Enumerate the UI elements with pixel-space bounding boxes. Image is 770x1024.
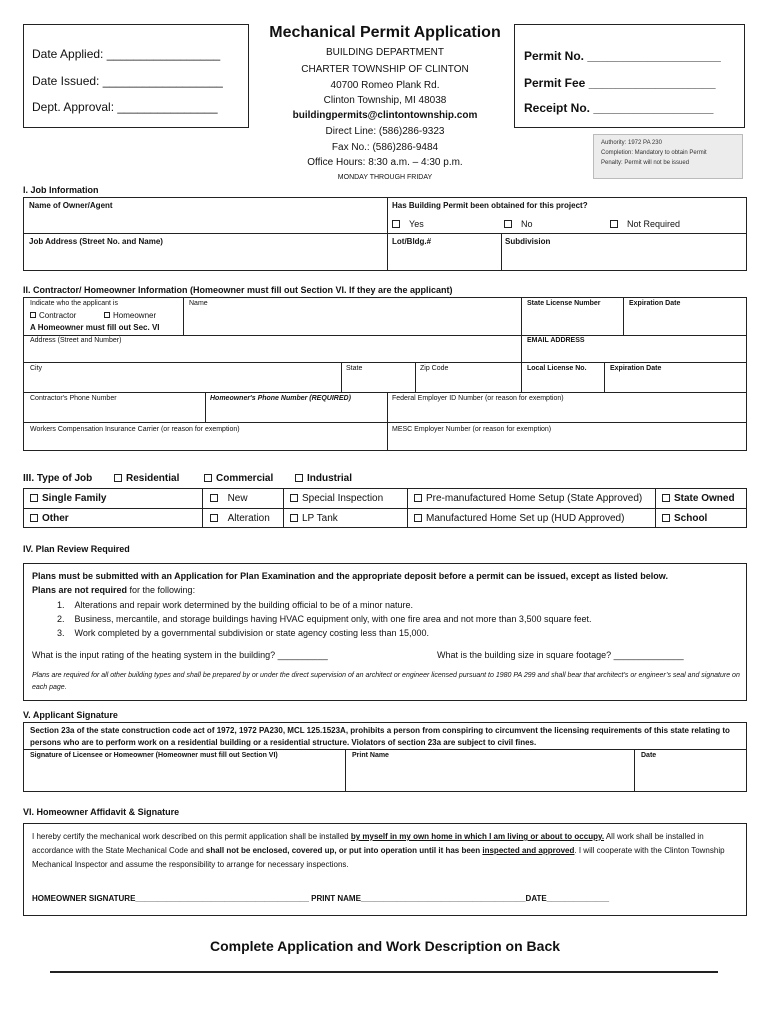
residential-option[interactable]: Residential — [114, 473, 179, 484]
permit-fee-field[interactable]: Permit Fee ___________________ — [524, 76, 716, 90]
city-address: Clinton Township, MI 48038 — [323, 95, 447, 106]
premanufactured-option[interactable]: Pre-manufactured Home Setup (State Approved) — [414, 493, 642, 504]
state-owned-option[interactable]: State Owned — [662, 493, 735, 504]
job-info-table — [23, 197, 747, 271]
direct-line: Direct Line: (586)286-9323 — [325, 126, 445, 137]
special-inspection-option[interactable]: Special Inspection — [290, 493, 383, 504]
email-label: EMAIL ADDRESS — [527, 337, 585, 344]
print-name-label: Print Name — [352, 752, 389, 759]
permit-yes-option[interactable]: Yes — [392, 219, 424, 229]
job-type-col-4 — [655, 488, 656, 528]
department-email: buildingpermits@clintontownship.com — [292, 110, 478, 121]
school-option[interactable]: School — [662, 513, 707, 524]
other-option[interactable]: Other — [30, 513, 69, 524]
checkbox-icon[interactable] — [504, 220, 512, 228]
dept-name: BUILDING DEPARTMENT — [326, 47, 444, 58]
signature-row-divider — [23, 749, 747, 750]
checkbox-icon[interactable] — [114, 474, 122, 482]
homeowner-option[interactable]: Homeowner — [104, 311, 156, 320]
homeowner-phone-label: Homeowner's Phone Number (REQUIRED) — [210, 395, 351, 402]
manufactured-option[interactable]: Manufactured Home Set up (HUD Approved) — [414, 513, 624, 524]
permit-not-required-option[interactable]: Not Required — [610, 219, 680, 229]
row-divider-1 — [23, 335, 747, 336]
job-type-col-3 — [407, 488, 408, 528]
section4-heading: IV. Plan Review Required — [23, 544, 130, 554]
state-zip-divider — [415, 362, 416, 392]
mesc-label: MESC Employer Number (or reason for exemption) — [392, 426, 552, 433]
checkbox-icon[interactable] — [30, 312, 36, 318]
exemption-item: 3. Work completed by a governmental subdivision or state agency costing less than 15,000. — [57, 628, 430, 638]
state-label: State — [346, 365, 363, 372]
fax-number: Fax No.: (586)286-9484 — [331, 142, 439, 153]
commercial-option[interactable]: Commercial — [204, 473, 273, 484]
street-address: 40700 Romeo Plank Rd. — [330, 80, 440, 91]
job-info-col-divider — [387, 197, 388, 271]
signature-col-2 — [634, 749, 635, 792]
indicate-divider — [183, 297, 184, 335]
name-label: Name — [189, 300, 208, 307]
zip-local-divider — [521, 362, 522, 392]
checkbox-icon[interactable] — [414, 494, 422, 502]
job-type-col-2 — [283, 488, 284, 528]
signature-col-1 — [345, 749, 346, 792]
checkbox-icon[interactable] — [204, 474, 212, 482]
heating-rating-question[interactable]: What is the input rating of the heating system in the building? __________ — [32, 650, 328, 660]
section2-heading: II. Contractor/ Homeowner Information (Homeowner must fill out Section VI. If they are the applicant) — [23, 285, 453, 295]
checkbox-icon[interactable] — [290, 514, 298, 522]
checkbox-icon[interactable] — [210, 514, 218, 522]
exemption-item: 2. Business, mercantile, and storage buildings having HVAC equipment only, with one fire area and not more than 3,500 square feet. — [57, 614, 592, 624]
footer-note: Complete Application and Work Description on Back — [209, 938, 561, 954]
checkbox-icon[interactable] — [662, 494, 670, 502]
homeowner-note: A Homeowner must fill out Sec. VI — [30, 323, 160, 332]
phone-divider-1 — [205, 392, 206, 422]
new-option[interactable]: New — [210, 493, 248, 504]
licensee-signature-label: Signature of Licensee or Homeowner (Homeowner must fill out Section VI) — [30, 752, 278, 759]
plans-required-note: Plans are required for all other building types and shall be prepared by or under the direct supervision of an architect or engineer licensed pursuant to 1980 PA 299 and shall bear that architect’s or engineer’s seal and signature on each page. — [32, 672, 740, 691]
section-23a-text: Section 23a of the state construction code act of 1972, 1972 PA230, MCL 125.1523A, prohibits a person from conspiring to circumvent the licensing requirements of this state relating to persons who are to perform work on a residential building or a residential structure. Violators of section 23a are subject to civil fines. — [30, 726, 730, 747]
row-divider-4 — [23, 422, 747, 423]
checkbox-icon[interactable] — [30, 514, 38, 522]
zip-label: Zip Code — [420, 365, 449, 372]
office-hours: Office Hours: 8:30 a.m. – 4:30 p.m. — [307, 157, 463, 168]
section1-heading: I. Job Information — [23, 185, 99, 195]
section6-heading: VI. Homeowner Affidavit & Signature — [23, 807, 180, 817]
page-title: Mechanical Permit Application — [269, 24, 501, 41]
phone-divider-2 — [387, 392, 388, 451]
lot-subdivision-divider — [501, 233, 502, 271]
job-address-label: Job Address (Street No. and Name) — [29, 237, 163, 246]
row-divider-2 — [23, 362, 747, 363]
township-name: CHARTER TOWNSHIP OF CLINTON — [301, 64, 469, 75]
permit-no-field[interactable]: Permit No. ____________________ — [524, 49, 721, 63]
plans-not-required: Plans are not required for the following: — [32, 585, 196, 595]
local-expiration-divider — [604, 362, 605, 392]
expiration-date-label: Expiration Date — [629, 300, 681, 307]
homeowner-signature-line[interactable]: HOMEOWNER SIGNATURE_______________________________________ PRINT NAME_____________________________________DATE______________ — [32, 894, 610, 903]
affidavit-text: I hereby certify the mechanical work described on this permit application shall be installed by myself in my own home in which I am living or about to occupy. All work shall be installed in accordance with the State Mechanical Code and shall not be enclosed, covered up, or put into operation until it has been inspected and approved. I will cooperate with the Clinton Township Mechanical Inspector and assume the responsibility to arrange for necessary inspections. — [32, 832, 725, 869]
completion-line: Completion: Mandatory to obtain Permit — [601, 150, 707, 156]
federal-id-label: Federal Employer ID Number (or reason for exemption) — [392, 395, 564, 402]
checkbox-icon[interactable] — [662, 514, 670, 522]
dept-approval-field[interactable]: Dept. Approval: _______________ — [32, 100, 218, 114]
checkbox-icon[interactable] — [392, 220, 400, 228]
job-type-col-1 — [202, 488, 203, 528]
section3-heading: III. Type of Job — [23, 473, 93, 484]
local-expiration-label: Expiration Date — [610, 365, 662, 372]
receipt-no-field[interactable]: Receipt No. __________________ — [524, 101, 714, 115]
alteration-option[interactable]: Alteration — [210, 513, 270, 524]
date-label: Date — [641, 752, 657, 759]
exemption-item: 1. Alterations and repair work determined by the building official to be of a minor nature. — [57, 600, 414, 610]
industrial-option[interactable]: Industrial — [295, 473, 352, 484]
checkbox-icon[interactable] — [290, 494, 298, 502]
office-days: MONDAY THROUGH FRIDAY — [337, 174, 433, 181]
checkbox-icon[interactable] — [30, 494, 38, 502]
owner-name-label: Name of Owner/Agent — [29, 201, 113, 210]
license-expiration-divider — [623, 297, 624, 335]
permit-obtained-question: Has Building Permit been obtained for this project? — [392, 201, 588, 210]
building-size-question[interactable]: What is the building size in square footage? ______________ — [437, 650, 684, 660]
checkbox-icon[interactable] — [210, 494, 218, 502]
checkbox-icon[interactable] — [104, 312, 110, 318]
section5-heading: V. Applicant Signature — [23, 710, 118, 720]
subdivision-label: Subdivision — [505, 237, 551, 246]
local-license-label: Local License No. — [527, 365, 587, 372]
date-issued-field[interactable]: Date Issued: __________________ — [32, 74, 223, 88]
job-type-row-divider — [23, 508, 747, 509]
indicate-applicant-label: Indicate who the applicant is — [30, 300, 118, 307]
single-family-option[interactable]: Single Family — [30, 493, 106, 504]
workers-comp-label: Workers Compensation Insurance Carrier (or reason for exemption) — [30, 426, 240, 433]
row-divider-3 — [23, 392, 747, 393]
lp-tank-option[interactable]: LP Tank — [290, 513, 338, 524]
penalty-line: Penalty: Permit will not be issued — [601, 160, 690, 166]
city-state-divider — [341, 362, 342, 392]
authority-line: Authority: 1972 PA 230 — [601, 140, 662, 146]
checkbox-icon[interactable] — [414, 514, 422, 522]
date-applied-field[interactable]: Date Applied: _________________ — [32, 47, 221, 61]
contractor-option[interactable]: Contractor — [30, 311, 76, 320]
lot-label: Lot/Bldg.# — [392, 237, 432, 246]
name-license-divider — [521, 297, 522, 362]
plan-review-intro: Plans must be submitted with an Application for Plan Examination and the appropriate deposit before a permit can be issued, except as listed below. — [32, 571, 668, 581]
checkbox-icon[interactable] — [295, 474, 303, 482]
city-label: City — [30, 365, 43, 372]
job-info-row-divider — [23, 233, 747, 234]
permit-no-option[interactable]: No — [504, 219, 533, 229]
address-label: Address (Street and Number) — [30, 337, 122, 344]
state-license-label: State License Number — [527, 300, 601, 307]
footer-rule — [50, 971, 718, 973]
contractor-phone-label: Contractor's Phone Number — [30, 395, 117, 402]
checkbox-icon[interactable] — [610, 220, 618, 228]
